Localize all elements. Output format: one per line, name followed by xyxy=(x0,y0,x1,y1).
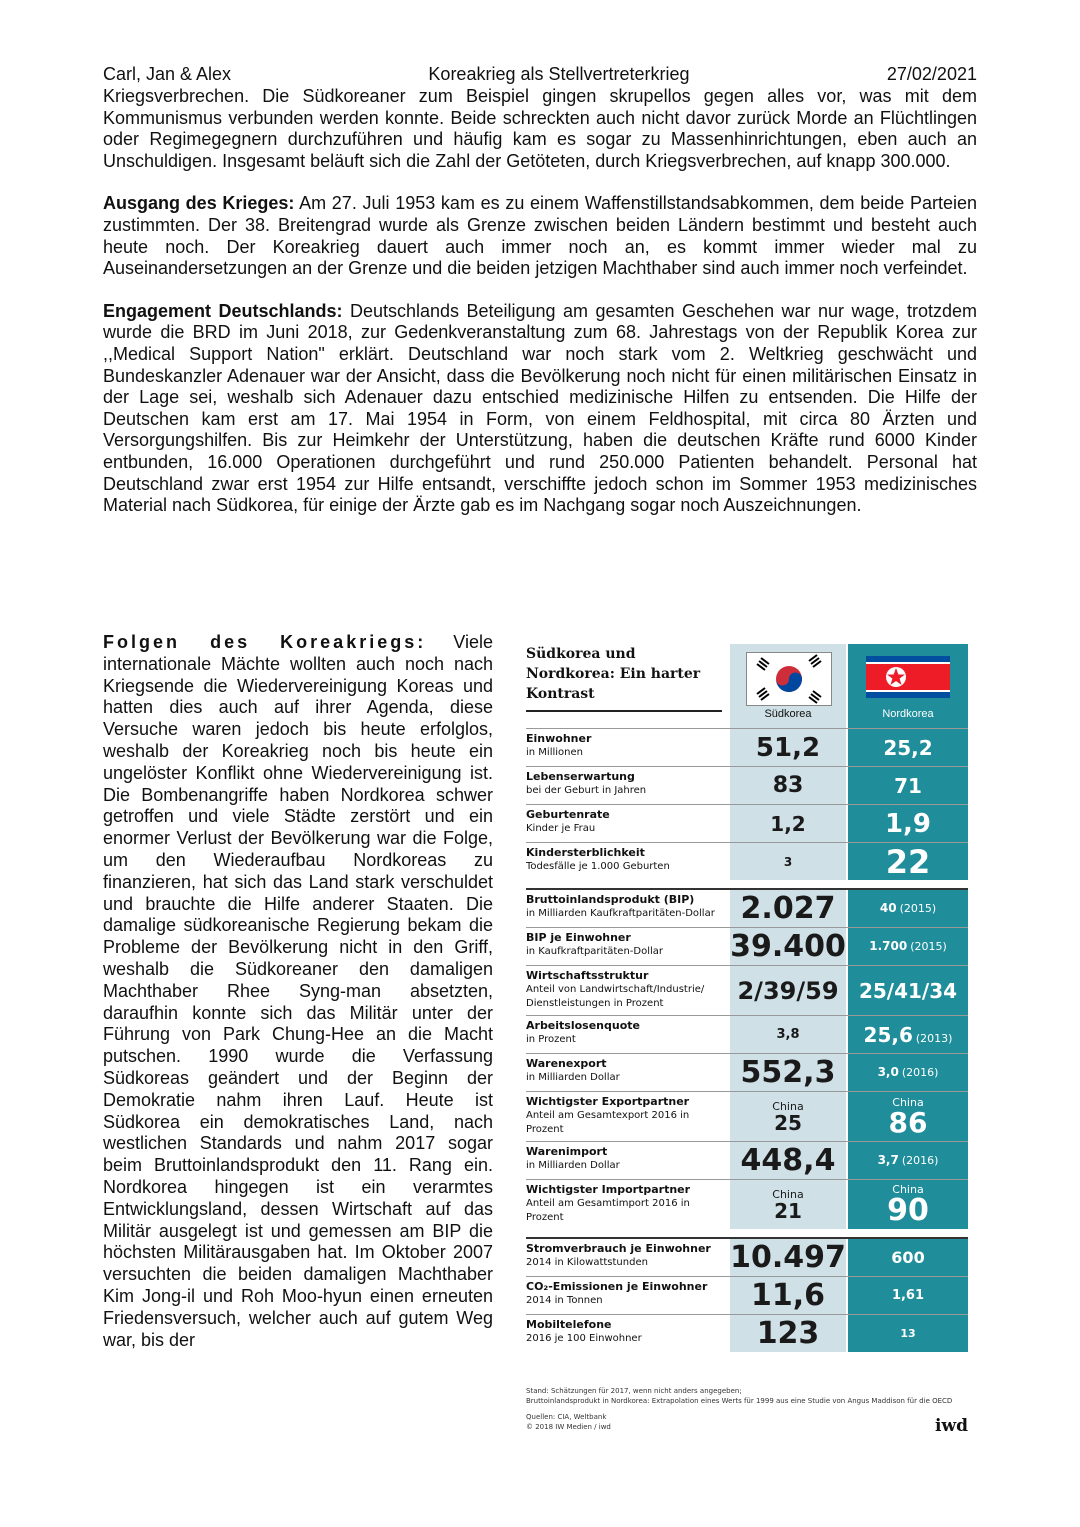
north-korea-value xyxy=(848,1239,968,1276)
south-number: 10.497 xyxy=(730,1239,846,1275)
paragraph-war-crimes: Kriegsverbrechen. Die Südkoreaner zum Beispiel gingen skrupellos gegen alles vor, was mit dem Kommunismus verbunden werden konnte. Beide schreckten auch nicht davor zurück Morde an Flüchtlingen oder Regimegegnern durchzuführen und häufig kam es sogar zu Massenhinrichtungen, eben auch an Unschuldigen. Insgesamt beläuft sich die Zahl der Getöteten, durch Kriegsverbrechen, auf knapp 300.000. xyxy=(103,86,977,171)
infographic-row xyxy=(526,1276,968,1314)
north-number: 1,9 xyxy=(884,808,932,839)
row-subtitle: Anteil am Gesamtexport 2016 in Prozent xyxy=(526,1110,690,1135)
north-number: 25/41/34 xyxy=(858,978,958,1003)
infographic-korea-comparison xyxy=(526,644,968,1436)
row-title: Arbeitslosenquote xyxy=(526,1019,640,1032)
header-title: Koreakrieg als Stellvertreterkrieg xyxy=(428,64,690,84)
row-label xyxy=(526,1242,726,1270)
row-subtitle: 2014 in Tonnen xyxy=(526,1295,603,1306)
infographic-row xyxy=(526,1053,968,1091)
north-number: 600 xyxy=(891,1247,925,1267)
north-number: 71 xyxy=(894,773,922,798)
row-subtitle: in Milliarden Dollar xyxy=(526,1160,620,1171)
south-number: 3 xyxy=(783,854,793,869)
north-korea-flag-icon xyxy=(866,656,950,698)
south-korea-value xyxy=(730,1092,846,1141)
north-korea-value xyxy=(848,1315,968,1352)
infographic-row xyxy=(526,1091,968,1141)
north-korea-value xyxy=(848,1180,968,1229)
north-korea-column-header xyxy=(848,644,968,728)
footnote-sources: Quellen: CIA, Weltbank xyxy=(526,1413,607,1421)
header-date: 27/02/2021 xyxy=(886,64,977,84)
row-title: Warenexport xyxy=(526,1057,607,1070)
row-title: Stromverbrauch je Einwohner xyxy=(526,1242,711,1255)
north-number: 3,0 xyxy=(877,1065,899,1079)
row-title: Bruttoinlandsprodukt (BIP) xyxy=(526,893,695,906)
row-label xyxy=(526,1019,726,1047)
row-label xyxy=(526,1280,726,1308)
north-korea-value xyxy=(848,805,968,842)
row-title: Mobiltelefone xyxy=(526,1318,612,1331)
row-subtitle: Todesfälle je 1.000 Geburten xyxy=(526,861,670,872)
infographic-footnotes xyxy=(526,1386,968,1432)
paragraph-end-of-war: Ausgang des Krieges: Am 27. Juli 1953 kam es zu einem Waffenstillstandsabkommen, dem beide Parteien zustimmten. Der 38. Breitengrad wurde als Grenze zwischen beiden Ländern bestimmt und besteht auch heute noch. Der Koreakrieg dauert auch immer noch an, es kommt immer wieder mal zu Auseinandersetzungen an der Grenze und die beiden jetzigen Machthaber sind auch immer noch verfeindet. xyxy=(103,193,977,279)
south-korea-value xyxy=(730,966,846,1015)
north-year: (2013) xyxy=(915,1031,953,1045)
row-label xyxy=(526,969,726,1011)
row-label xyxy=(526,770,726,798)
north-partner: China xyxy=(892,1096,924,1109)
row-subtitle: in Millionen xyxy=(526,747,583,758)
south-korea-flag-icon xyxy=(746,652,832,706)
south-korea-value xyxy=(730,890,846,927)
row-subtitle: 2014 in Kilowattstunden xyxy=(526,1257,648,1268)
infographic-row xyxy=(526,1179,968,1229)
south-number: 39.400 xyxy=(730,928,846,964)
north-korea-value xyxy=(848,1092,968,1141)
south-number: 2/39/59 xyxy=(737,976,839,1005)
south-number: 11,6 xyxy=(750,1277,826,1313)
north-korea-value xyxy=(848,1142,968,1179)
infographic-row xyxy=(526,888,968,927)
north-korea-value xyxy=(848,966,968,1015)
row-title: CO₂-Emissionen je Einwohner xyxy=(526,1280,708,1293)
north-korea-value xyxy=(848,890,968,927)
row-subtitle: in Milliarden Dollar xyxy=(526,1072,620,1083)
north-year: (2015) xyxy=(899,902,937,915)
infographic-row xyxy=(526,965,968,1015)
page-header xyxy=(103,62,977,86)
south-number: 3,8 xyxy=(776,1027,800,1042)
infographic-row xyxy=(526,1141,968,1179)
infographic-row xyxy=(526,1237,968,1276)
infographic-row xyxy=(526,1015,968,1053)
row-subtitle: in Milliarden Kaufkraftparitäten-Dollar xyxy=(526,908,715,919)
row-label xyxy=(526,732,726,760)
north-number: 90 xyxy=(887,1193,929,1228)
row-subtitle: bei der Geburt in Jahren xyxy=(526,785,647,796)
south-partner: China xyxy=(772,1188,804,1201)
north-number: 40 xyxy=(879,901,897,915)
row-subtitle: Kinder je Frau xyxy=(526,823,596,834)
row-label xyxy=(526,1318,726,1346)
north-number: 3,7 xyxy=(877,1153,899,1167)
infographic-row xyxy=(526,804,968,842)
infographic-row xyxy=(526,842,968,880)
row-title: Einwohner xyxy=(526,732,592,745)
south-korea-value xyxy=(730,1239,846,1276)
heading-germany: Engagement Deutschlands: xyxy=(103,300,343,321)
north-number: 22 xyxy=(885,842,931,881)
south-number: 25 xyxy=(774,1111,802,1135)
row-label xyxy=(526,808,726,836)
infographic-rows xyxy=(526,728,968,1352)
south-korea-label: Südkorea xyxy=(764,708,812,720)
row-label xyxy=(526,1183,726,1225)
south-number: 448,4 xyxy=(740,1142,836,1178)
north-number: 25,2 xyxy=(883,735,933,760)
row-title: Wirtschaftsstruktur xyxy=(526,969,649,982)
row-subtitle: Anteil am Gesamtimport 2016 in Prozent xyxy=(526,1198,690,1223)
row-label xyxy=(526,1145,726,1173)
south-korea-value xyxy=(730,1016,846,1053)
infographic-row xyxy=(526,728,968,766)
footnote-gdp: Bruttoinlandsprodukt in Nordkorea: Extrapolation eines Werts für 1999 aus eine Studie von Angus Maddison für die OECD xyxy=(526,1397,953,1405)
north-year: (2016) xyxy=(901,1066,939,1079)
row-subtitle: in Prozent xyxy=(526,1034,576,1045)
north-number: 1,61 xyxy=(891,1288,925,1303)
row-title: BIP je Einwohner xyxy=(526,931,631,944)
footnote-copyright: © 2018 IW Medien / iwd xyxy=(526,1423,611,1431)
infographic-title: Südkorea und Nordkorea: Ein harter Kontrast xyxy=(526,644,722,712)
north-korea-value xyxy=(848,729,968,766)
row-label xyxy=(526,931,726,959)
row-title: Geburtenrate xyxy=(526,808,610,821)
north-korea-value xyxy=(848,843,968,880)
north-korea-value xyxy=(848,928,968,965)
row-title: Wichtigster Exportpartner xyxy=(526,1095,690,1108)
north-number: 13 xyxy=(900,1327,916,1340)
south-number: 552,3 xyxy=(740,1054,836,1090)
row-subtitle: 2016 je 100 Einwohner xyxy=(526,1333,642,1344)
south-number: 83 xyxy=(772,772,804,798)
north-number: 25,6 xyxy=(863,1022,913,1047)
row-subtitle: in Kaufkraftparitäten-Dollar xyxy=(526,946,664,957)
row-label xyxy=(526,846,726,874)
north-partner: China xyxy=(892,1183,924,1196)
north-year: (2015) xyxy=(910,940,947,953)
heading-consequences: Folgen des Koreakriegs: xyxy=(103,632,427,652)
south-number: 1,2 xyxy=(770,811,806,836)
row-subtitle: Anteil von Landwirtschaft/Industrie/ Dienstleistungen in Prozent xyxy=(526,984,705,1009)
header-authors: Carl, Jan & Alex xyxy=(103,64,232,84)
north-korea-label: Nordkorea xyxy=(882,708,934,720)
row-label xyxy=(526,1095,726,1137)
document-page xyxy=(103,62,977,517)
north-number: 86 xyxy=(888,1106,928,1139)
south-number: 123 xyxy=(756,1315,820,1351)
row-title: Kindersterblichkeit xyxy=(526,846,645,859)
footnote-status: Stand: Schätzungen für 2017, wenn nicht anders angegeben; xyxy=(526,1387,742,1395)
infographic-row xyxy=(526,1314,968,1352)
south-korea-value xyxy=(730,928,846,965)
row-title: Wichtigster Importpartner xyxy=(526,1183,691,1196)
heading-end-of-war: Ausgang des Krieges: xyxy=(103,193,295,214)
south-korea-value xyxy=(730,1142,846,1179)
paragraph-germany: Engagement Deutschlands: Deutschlands Beteiligung am gesamten Geschehen war nur wage, trotzdem wurde die BRD im Juni 2018, zur Gedenkveranstaltung zum 68. Jahrestags von der Republik Korea zur ,,Medical Support Nation" erklärt. Deutschland war noch stark vom 2. Weltkrieg geschwächt und Bundeskanzler Adenauer war der Ansicht, dass die Bevölkerung noch nicht für einen militärischen Einsatz in der Lage sei, weshalb sich Adenauer dazu entschied medizinische Hilfen zu entsenden. Die Hilfe der Deutschen kam erst am 17. Mai 1954 in Form, von einem Feldhospital, mit circa 80 Ärzten und Versorgungshilfen. Bis zur Heimkehr der Unterstützung, haben die deutschen Kräfte rund 6000 Kinder entbunden, 16.000 Operationen durchgeführt und rund 250.000 Patienten behandelt. Personal hat Deutschland zwar erst 1954 zur Hilfe entsandt, verschiffte jedoch schon im Sommer 1953 medizinisches Material nach Südkorea, für einige der Ärzte gab es im Nachgang sogar noch Auszeichnungen. xyxy=(103,300,977,516)
north-korea-value xyxy=(848,1016,968,1053)
row-label xyxy=(526,893,726,921)
row-label xyxy=(526,1057,726,1085)
south-korea-value xyxy=(730,843,846,880)
south-korea-value xyxy=(730,767,846,804)
infographic-row xyxy=(526,766,968,804)
paragraph-consequences: Folgen des Koreakriegs: Viele internationale Mächte wollten auch noch nach Kriegsende die Wiedervereinigung Koreas und hatten dies auch auf ihrer Agenda, diese Versuche waren jedoch bis heute erfolglos, weshalb der Koreakrieg noch bis heute ein ungelöster Konflikt ohne Wiedervereinigung ist. Die Bombenangriffe haben Nordkorea schwer getroffen und viele Städte zerstört und ein enormer Verlust der Bevölkerung war die Folge, um den Wiederaufbau Nordkoreas zu finanzieren, hat sich das Land stark verschuldet und brauchte die Hilfe anderer Staaten. Die damalige südkoreanische Regierung bekam die Probleme der Bevölkerung nicht in den Griff, weshalb die Südkoreaner den damaligen Machthaber Rhee Syng-man absetzten, daraufhin konnte sich das Militär unter der Führung von Park Chung-Hee an die Macht putschen. 1990 wurde die Verfassung Südkoreas geändert und der Beginn der Demokratie nahm ihren Lauf. Heute ist Südkorea ein demokratisches Land, nach westlichen Standards und nahm 2017 sogar beim Bruttoinlandsprodukt den 11. Rang ein. Nordkorea hingegen ist ein verarmtes Entwicklungsland, dessen Wirtschaft auf das Militär ausgelegt ist und gemessen am BIP die höchsten Militärausgaben hat. Im Oktober 2007 versuchten die beiden damaligen Machthaber Kim Jong-il und Roh Moo-hyun einen erneuten Friedensversuch, welcher auch auf gutem Weg war, bis der xyxy=(103,632,493,1350)
north-korea-value xyxy=(848,1054,968,1091)
south-korea-value xyxy=(730,805,846,842)
infographic-row xyxy=(526,927,968,965)
north-korea-value xyxy=(848,767,968,804)
south-korea-value xyxy=(730,1277,846,1314)
row-title: Lebenserwartung xyxy=(526,770,635,783)
south-korea-value xyxy=(730,1180,846,1229)
south-number: 51,2 xyxy=(755,732,821,763)
row-title: Warenimport xyxy=(526,1145,608,1158)
south-partner: China xyxy=(772,1100,804,1113)
south-number: 21 xyxy=(774,1199,802,1223)
south-korea-value xyxy=(730,1315,846,1352)
north-korea-value xyxy=(848,1277,968,1314)
south-korea-value xyxy=(730,729,846,766)
south-korea-column-header xyxy=(730,644,846,728)
iwd-logo: iwd xyxy=(935,1416,968,1436)
north-year: (2016) xyxy=(901,1154,939,1167)
north-number: 1.700 xyxy=(869,939,908,953)
south-number: 2.027 xyxy=(740,890,836,926)
south-korea-value xyxy=(730,1054,846,1091)
